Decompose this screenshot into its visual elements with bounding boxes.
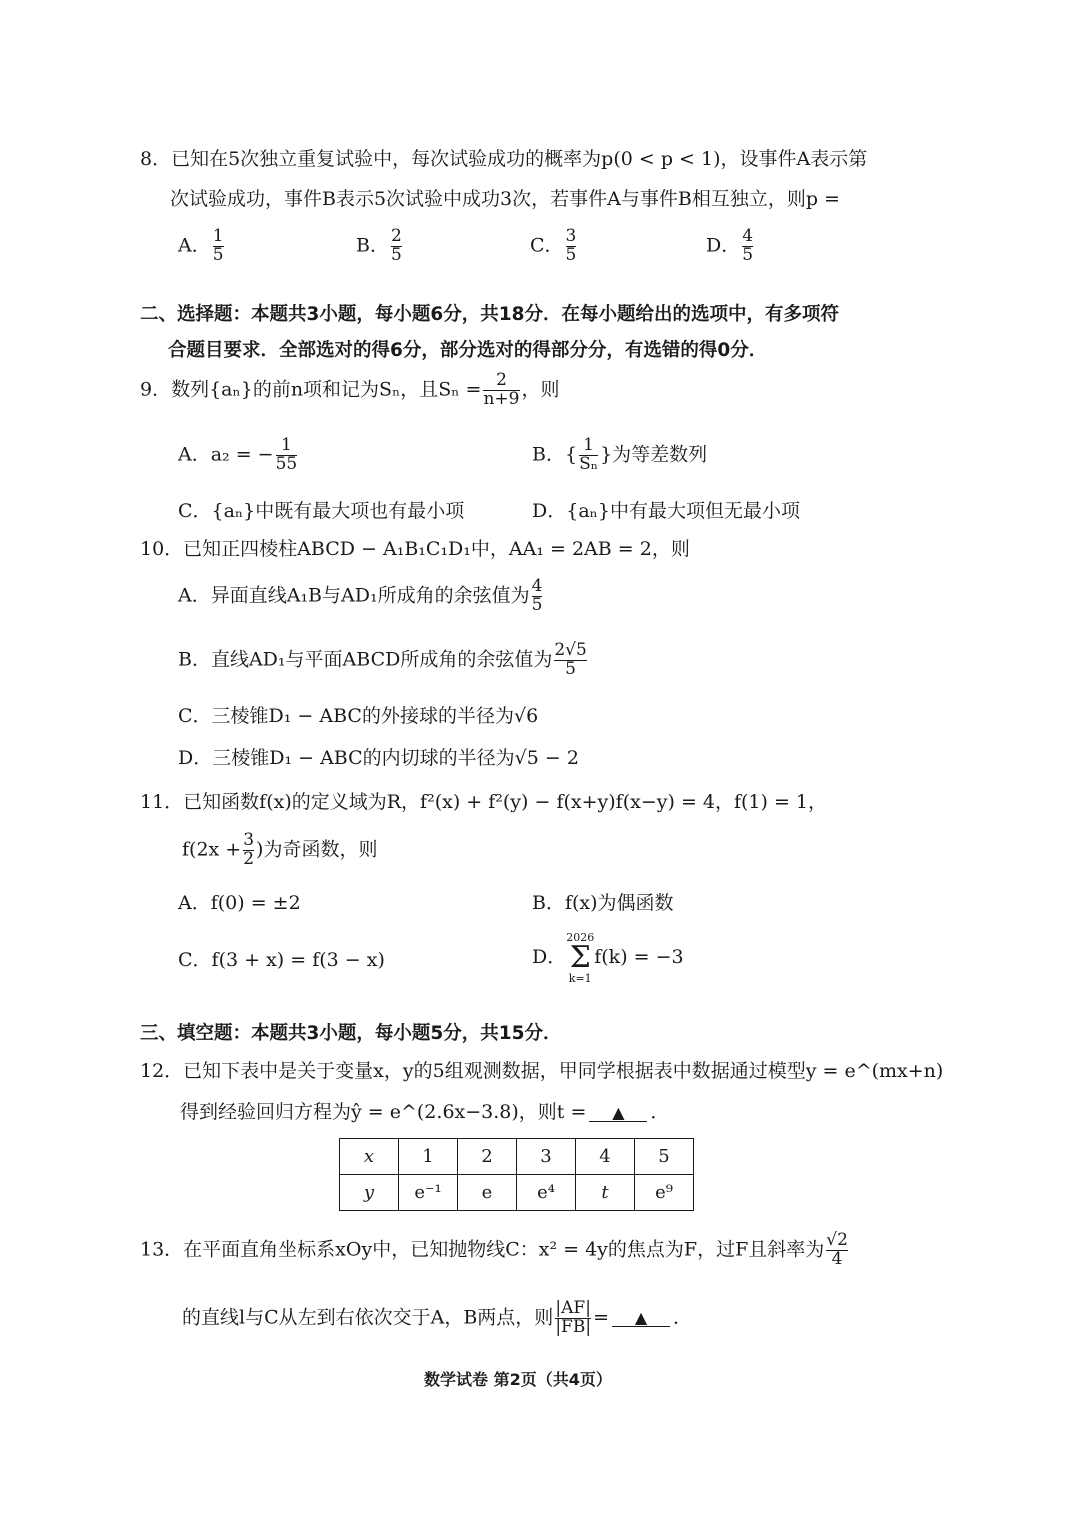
fraction — [566, 228, 577, 265]
q11-stem-line2 — [182, 832, 377, 869]
fraction — [243, 832, 254, 869]
option-text: A．a₂ = − — [178, 443, 274, 466]
numerator: 1 — [281, 435, 292, 455]
q12-stem-line2 — [180, 1103, 669, 1122]
numerator: 1 — [212, 226, 224, 246]
numerator: 1 — [583, 435, 594, 455]
q10-option-b — [178, 642, 589, 679]
numerator: 2√5 — [554, 640, 587, 660]
table-header-cell: y — [340, 1175, 399, 1211]
q9-option-c: C．{aₙ}中既有最大项也有最小项 — [178, 500, 465, 522]
q12-text: 得到经验回归方程为ŷ = e^(2.6x−3.8)，则t = — [180, 1101, 587, 1123]
denominator: 55 — [275, 453, 298, 474]
denominator: 5 — [531, 594, 543, 615]
q13-tail: ． — [672, 1306, 692, 1329]
option-label: A． — [178, 234, 211, 257]
q11-stem-line1: 11．已知函数f(x)的定义域为R，f²(x) + f²(y) − f(x+y)f(x−y) = 4，f(1) = 1， — [140, 791, 828, 813]
q10-option-d: D．三棱锥D₁ − ABC的内切球的半径为√5 − 2 — [178, 747, 579, 769]
q11-option-c: C．f(3 + x) = f(3 − x) — [178, 949, 385, 971]
option-text: A．异面直线A₁B与AD₁所成角的余弦值为 — [178, 584, 530, 607]
q12-tail: ． — [650, 1101, 670, 1123]
summation — [566, 932, 594, 984]
option-text: B．直线AD₁与平面ABCD所成角的余弦值为 — [178, 648, 553, 671]
denominator: 4 — [831, 1248, 843, 1269]
numerator: 4 — [742, 226, 754, 246]
fraction — [391, 228, 402, 265]
q12-stem-line1: 12．已知下表中是关于变量x，y的5组观测数据，甲同学根据表中数据通过模型y = e^(mx+n) — [140, 1060, 944, 1082]
denominator: 5 — [212, 244, 224, 265]
denominator: |FB| — [555, 1316, 592, 1337]
q9-option-b — [532, 437, 707, 474]
q8-option-d — [706, 228, 755, 265]
page-footer: 数学试卷 第2页（共4页） — [424, 1370, 612, 1389]
sum-upper: 2026 — [566, 931, 595, 944]
section2-heading-cont: 合题目要求．全部选对的得6分，部分选对的得部分分，有选错的得0分． — [168, 340, 768, 361]
option-label: B． — [356, 234, 389, 257]
table-cell: t — [576, 1175, 635, 1211]
q11-option-a: A．f(0) = ±2 — [178, 892, 301, 914]
table-cell: e⁹ — [635, 1175, 694, 1211]
q9-option-d: D．{aₙ}中有最大项但无最小项 — [532, 500, 800, 522]
option-label: D． — [532, 946, 567, 968]
table-cell: 5 — [635, 1139, 694, 1175]
q13-stem-line1 — [140, 1232, 850, 1269]
table-row — [340, 1175, 694, 1211]
table-cell: 2 — [458, 1139, 517, 1175]
denominator: n+9 — [483, 388, 520, 409]
q8-option-a — [178, 228, 226, 265]
fraction — [483, 372, 519, 409]
table-cell: 1 — [399, 1139, 458, 1175]
q9-stem — [140, 372, 560, 409]
denominator: 5 — [390, 244, 402, 265]
q11-option-d — [532, 932, 684, 984]
q9-stem-text: 9．数列{aₙ}的前n项和记为Sₙ，且Sₙ = — [140, 378, 482, 401]
option-label: C． — [530, 234, 564, 257]
q10-option-a — [178, 578, 544, 615]
fraction — [213, 228, 224, 265]
table-cell: e — [458, 1175, 517, 1211]
sigma-symbol: Σ — [569, 940, 591, 975]
q9-stem-tail: ，则 — [521, 378, 560, 401]
q9-option-a — [178, 437, 299, 474]
table-cell: 4 — [576, 1139, 635, 1175]
fraction — [742, 228, 753, 265]
q13-text: 13．在平面直角坐标系xOy中，已知抛物线C：x² = 4y的焦点为F，过F且斜率为 — [140, 1238, 825, 1261]
sum-lower: k=1 — [568, 972, 592, 985]
table-row — [340, 1139, 694, 1175]
table-cell: e⁴ — [517, 1175, 576, 1211]
answer-blank: ▲ — [589, 1105, 647, 1122]
fraction — [532, 578, 543, 615]
denominator: 5 — [565, 658, 576, 679]
option-text: B．{ — [532, 443, 578, 466]
q10-stem: 10．已知正四棱柱ABCD − A₁B₁C₁D₁中，AA₁ = 2AB = 2，则 — [140, 538, 690, 560]
q11-expr-tail: )为奇函数，则 — [256, 838, 378, 861]
numerator: √2 — [826, 1230, 848, 1250]
table-cell: e⁻¹ — [399, 1175, 458, 1211]
answer-blank: ▲ — [612, 1310, 670, 1327]
numerator: 3 — [565, 226, 577, 246]
q11-option-b: B．f(x)为偶函数 — [532, 892, 674, 914]
fraction — [826, 1232, 848, 1269]
numerator: |AF| — [555, 1298, 591, 1318]
option-text: }为等差数列 — [600, 443, 708, 466]
denominator: 5 — [742, 244, 754, 265]
q8-stem-line1: 8．已知在5次独立重复试验中，每次试验成功的概率为p(0 < p < 1)，设事件A表示第 — [140, 148, 868, 170]
q8-option-c — [530, 228, 578, 265]
q10-option-c: C．三棱锥D₁ − ABC的外接球的半径为√6 — [178, 705, 539, 727]
numerator: 2 — [390, 226, 402, 246]
numerator: 3 — [243, 830, 255, 850]
q8-option-b — [356, 228, 404, 265]
section2-heading: 二、选择题：本题共3小题，每小题6分，共18分．在每小题给出的选项中，有多项符 — [140, 304, 839, 325]
fraction — [555, 1300, 591, 1337]
table-cell: 3 — [517, 1139, 576, 1175]
equals-sign: = — [593, 1306, 609, 1329]
denominator: Sₙ — [579, 453, 599, 474]
table-header-cell: x — [340, 1139, 399, 1175]
q13-stem-line2 — [182, 1300, 692, 1337]
option-text: f(k) = −3 — [594, 946, 684, 968]
observation-table — [339, 1138, 694, 1211]
option-label: D． — [706, 234, 741, 257]
fraction — [276, 437, 298, 474]
denominator: 5 — [565, 244, 577, 265]
fraction — [579, 437, 598, 474]
numerator: 2 — [496, 370, 507, 390]
q13-text: 的直线l与C从左到右依次交于A，B两点，则 — [182, 1306, 554, 1329]
numerator: 4 — [531, 576, 543, 596]
q8-stem-line2: 次试验成功，事件B表示5次试验中成功3次，若事件A与事件B相互独立，则p = — [170, 188, 840, 210]
fraction — [554, 642, 586, 679]
denominator: 2 — [243, 848, 255, 869]
section3-heading: 三、填空题：本题共3小题，每小题5分，共15分． — [140, 1023, 562, 1044]
q11-expr: f(2x + — [182, 838, 242, 861]
